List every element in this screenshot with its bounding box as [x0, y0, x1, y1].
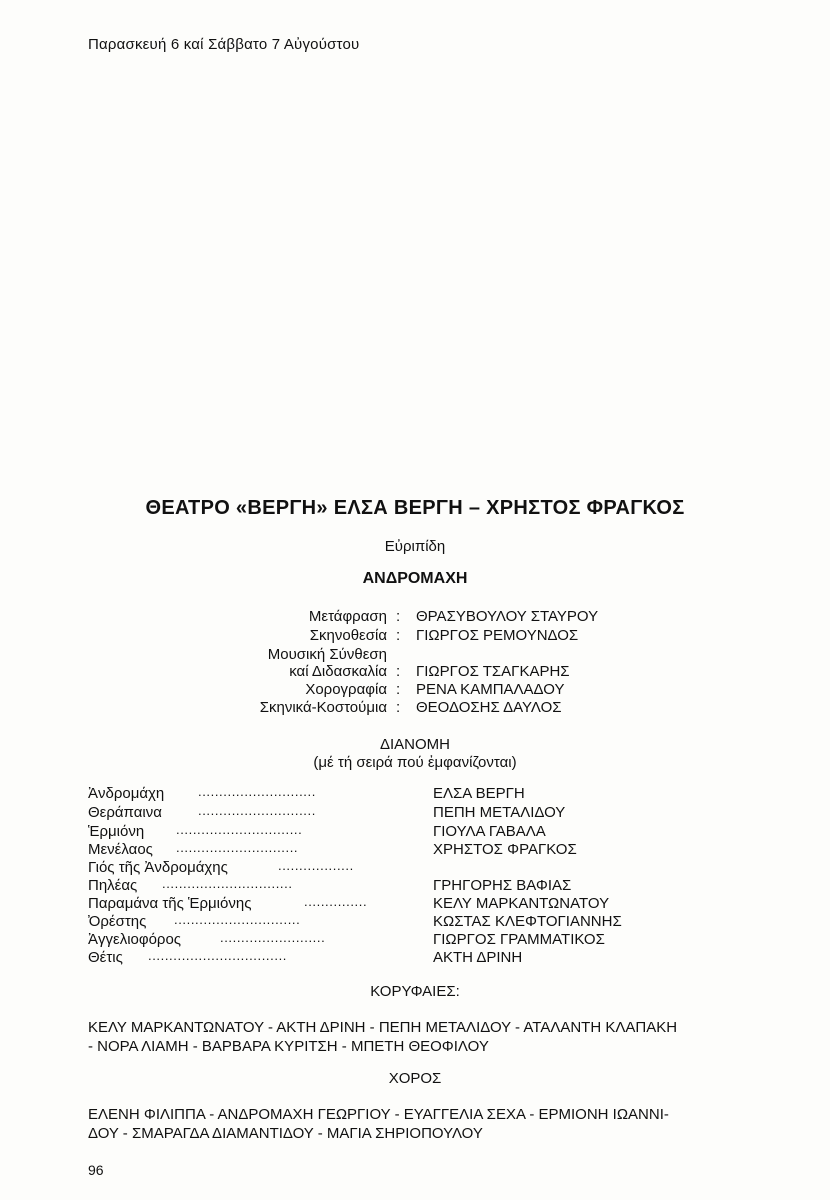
credit-name: ΓΙΩΡΓΟΣ ΤΣΑΓΚΑΡΗΣ: [416, 663, 570, 680]
cast-leader-dots: ..................: [278, 859, 354, 873]
credit-role: Μετάφραση: [308, 608, 387, 625]
coryphaei-heading: ΚΟΡΥΦΑΙΕΣ:: [370, 983, 460, 1000]
credit-role: Σκηνοθεσία: [309, 627, 387, 644]
cast-role: Γιός τῆς Ἀνδρομάχης: [88, 859, 228, 876]
credit-colon: :: [396, 608, 401, 625]
cast-row: [88, 877, 688, 895]
chorus-line: ΕΛΕΝΗ ΦΙΛΙΠΠΑ - ΑΝΔΡΟΜΑΧΗ ΓΕΩΡΓΙΟΥ - ΕΥΑΓΓΕΛΙΑ ΣΕΧΑ - ΕΡΜΙΟΝΗ ΙΩΑΝΝΙ-: [88, 1106, 669, 1123]
credit-row: [0, 663, 830, 681]
cast-leader-dots: ..............................: [176, 823, 303, 837]
cast-row: [88, 859, 688, 877]
credit-name: ΡΕΝΑ ΚΑΜΠΑΛΑΔΟΥ: [416, 681, 565, 698]
cast-actor: ΓΙΩΡΓΟΣ ΓΡΑΜΜΑΤΙΚΟΣ: [433, 931, 605, 948]
cast-row: [88, 804, 688, 822]
cast-role: Πηλέας: [88, 877, 138, 894]
credit-colon: :: [396, 627, 401, 644]
credit-row: [0, 627, 830, 645]
cast-row: [88, 931, 688, 949]
cast-actor: ΚΕΛΥ ΜΑΡΚΑΝΤΩΝΑΤΟΥ: [433, 895, 610, 912]
credit-role: Μουσική Σύνθεση: [267, 646, 387, 663]
chorus-heading: ΧΟΡΟΣ: [388, 1070, 442, 1087]
cast-leader-dots: ...............: [304, 895, 368, 909]
cast-actor: ΓΡΗΓΟΡΗΣ ΒΑΦΙΑΣ: [433, 877, 572, 894]
cast-row: [88, 785, 688, 803]
credit-name: ΘΕΟΔΟΣΗΣ ΔΑΥΛΟΣ: [416, 699, 562, 716]
credit-role: Σκηνικά-Κοστούμια: [259, 699, 387, 716]
cast-role: Ἑρμιόνη: [88, 823, 145, 840]
cast-role: Παραμάνα τῆς Ἑρμιόνης: [88, 895, 252, 912]
credit-row: [0, 608, 830, 626]
credit-colon: :: [396, 663, 401, 680]
cast-role: Ἀνδρομάχη: [88, 785, 165, 802]
theatre-title: ΘΕΑΤΡΟ «ΒΕΡΓΗ» ΕΛΣΑ ΒΕΡΓΗ – ΧΡΗΣΤΟΣ ΦΡΑΓΚΟΣ: [145, 497, 685, 519]
cast-leader-dots: .........................: [220, 931, 326, 945]
chorus-line: ΔΟΥ - ΣΜΑΡΑΓΔΑ ΔΙΑΜΑΝΤΙΔΟΥ - ΜΑΓΙΑ ΣΗΡΙΟΠΟΥΛΟΥ: [88, 1125, 483, 1142]
cast-row: [88, 895, 688, 913]
play-title: ΑΝΔΡΟΜΑΧΗ: [362, 570, 468, 587]
cast-actor: ΚΩΣΤΑΣ ΚΛΕΦΤΟΓΙΑΝΝΗΣ: [433, 913, 622, 930]
coryphaei-line: - ΝΟΡΑ ΛΙΑΜΗ - ΒΑΡΒΑΡΑ ΚΥΡΙΤΣΗ - ΜΠΕΤΗ ΘΕΟΦΙΛΟΥ: [88, 1038, 489, 1055]
cast-actor: ΓΙΟΥΛΑ ΓΑΒΑΛΑ: [433, 823, 546, 840]
cast-row: [88, 913, 688, 931]
credit-row: [0, 699, 830, 717]
cast-actor: ΑΚΤΗ ΔΡΙΝΗ: [433, 949, 523, 966]
cast-row: [88, 949, 688, 967]
cast-actor: ΕΛΣΑ ΒΕΡΓΗ: [433, 785, 525, 802]
cast-leader-dots: ..............................: [174, 913, 301, 927]
page-number: 96: [88, 1162, 104, 1178]
credit-role: καί Διδασκαλία: [289, 663, 387, 680]
cast-leader-dots: .............................: [176, 841, 299, 855]
cast-role: Ἀγγελιοφόρος: [88, 931, 182, 948]
coryphaei-line: ΚΕΛΥ ΜΑΡΚΑΝΤΩΝΑΤΟΥ - ΑΚΤΗ ΔΡΙΝΗ - ΠΕΠΗ ΜΕΤΑΛΙΔΟΥ - ΑΤΑΛΑΝΤΗ ΚΛΑΠΑΚΗ: [88, 1019, 678, 1036]
credit-colon: :: [396, 681, 401, 698]
credit-row: [0, 681, 830, 699]
credit-row: [0, 646, 830, 664]
credit-name: ΘΡΑΣΥΒΟΥΛΟΥ ΣΤΑΥΡΟΥ: [416, 608, 599, 625]
cast-role: Θέτις: [88, 949, 123, 966]
credit-name: ΓΙΩΡΓΟΣ ΡΕΜΟΥΝΔΟΣ: [416, 627, 579, 644]
cast-role: Θεράπαινα: [88, 804, 162, 821]
credit-colon: :: [396, 699, 401, 716]
cast-row: [88, 823, 688, 841]
distribution-subheading: (μέ τή σειρά πού ἐμφανίζονται): [313, 754, 517, 771]
page-header-date: Παρασκευή 6 καί Σάββατο 7 Αὐγούστου: [88, 36, 360, 53]
distribution-heading: ΔΙΑΝΟΜΗ: [379, 736, 451, 753]
cast-actor: ΧΡΗΣΤΟΣ ΦΡΑΓΚΟΣ: [433, 841, 577, 858]
cast-actor: ΠΕΠΗ ΜΕΤΑΛΙΔΟΥ: [433, 804, 566, 821]
cast-leader-dots: ...............................: [162, 877, 293, 891]
cast-role: Μενέλαος: [88, 841, 153, 858]
cast-leader-dots: .................................: [148, 949, 287, 963]
cast-leader-dots: ............................: [198, 785, 316, 799]
credit-role: Χορογραφία: [305, 681, 387, 698]
play-author: Εὐριπίδη: [384, 538, 446, 555]
cast-row: [88, 841, 688, 859]
cast-leader-dots: ............................: [198, 804, 316, 818]
cast-role: Ὀρέστης: [88, 913, 147, 930]
